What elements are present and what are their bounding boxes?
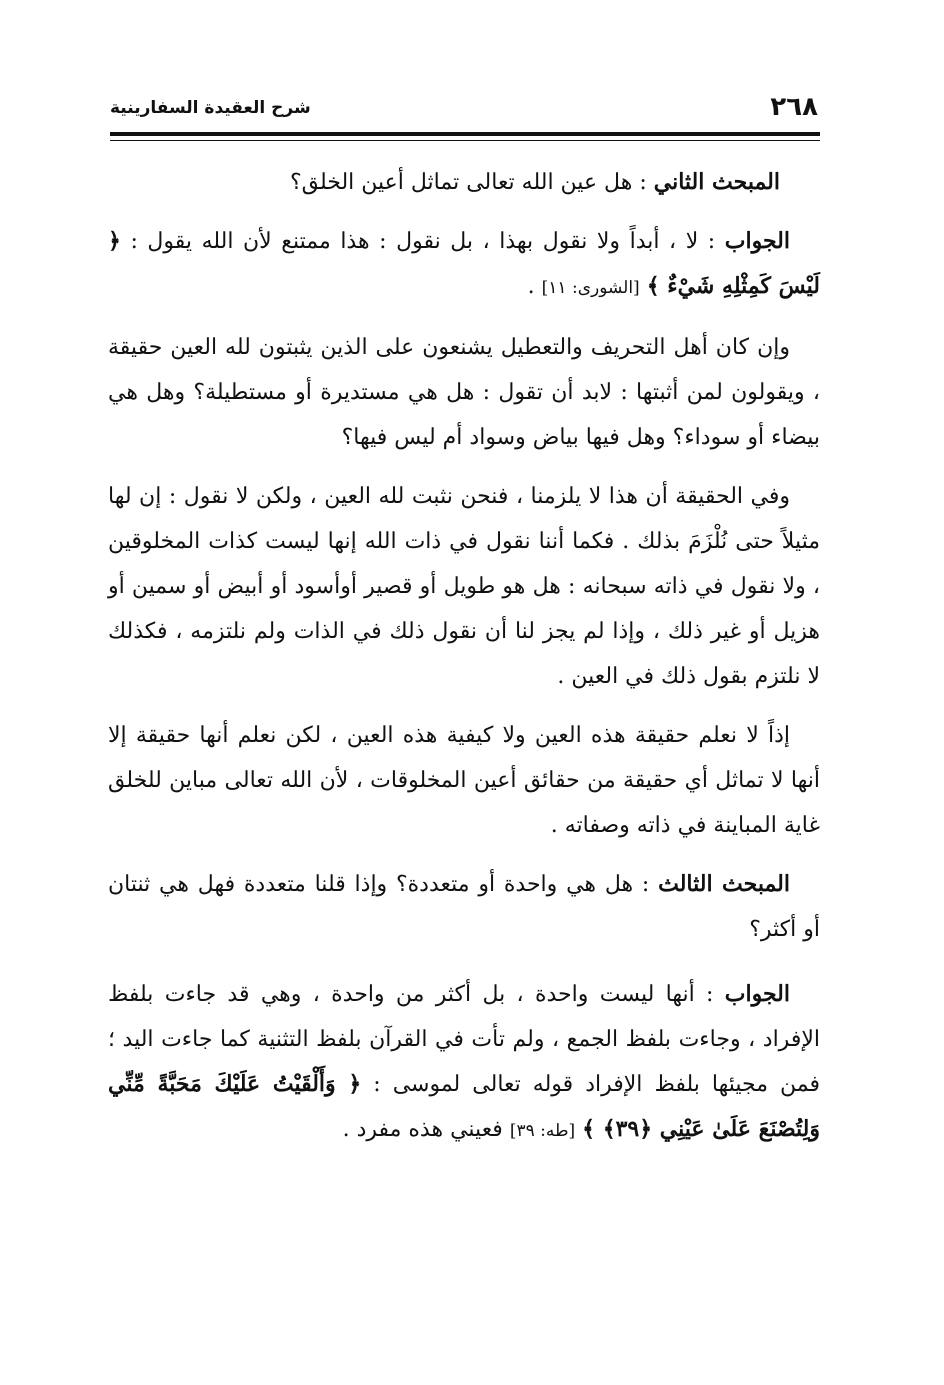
- page-header: [110, 88, 818, 128]
- header-rule-thin: [110, 140, 820, 141]
- answer-lead: الجواب: [724, 981, 791, 1007]
- answer-lead: الجواب: [724, 228, 790, 254]
- paragraph-text: وفي الحقيقة أن هذا لا يلزمنا ، فنحن نثبت لله العين ، ولكن لا نقول : إن لها مثيلاً حتى نُلْزَمَ بذلك . فكما أننا نقول في ذات الله إنها ليست كذات المخلوقين ، ولا نقول في ذاته سبحانه : هل هو طويل أو قصير أوأسود أو أبيض أو سمين أو هزيل أو غير ذلك ، وإذا لم يجز لنا أن نقول ذلك في الذات ولم نلتزمه ، فكذلك لا نلتزم بقول ذلك في العين .: [108, 484, 820, 689]
- paragraph-text: : هل عين الله تعالى تماثل أعين الخلق؟: [289, 170, 647, 195]
- paragraph-question-2: [108, 160, 820, 205]
- paragraph-objection: [108, 325, 820, 460]
- paragraph-text: : أنها ليست واحدة ، بل أكثر من واحدة ، وهي قد جاءت بلفظ الإفراد ، وجاءت بلفظ الجمع ، ولم تأت في القرآن بلفظ التثنية كما جاءت اليد ؛ فمن مجيئها بلفظ الإفراد قوله تعالى لموسى :: [108, 982, 820, 1097]
- paragraph-text: : لا ، أبداً ولا نقول بهذا ، بل نقول : هذا ممتنع لأن الله يقول :: [130, 229, 716, 254]
- header-rule-thick: [110, 132, 820, 136]
- running-title: شرح العقيدة السفارينية: [110, 98, 311, 118]
- paragraph-answer-3: [108, 972, 820, 1154]
- paragraph-answer-2: [108, 219, 820, 311]
- verse-reference: [طه: ٣٩]: [509, 1121, 576, 1141]
- paragraph-text: وإن كان أهل التحريف والتعطيل يشنعون على الذين يثبتون لله العين حقيقة ، ويقولون لمن أثبتها : لابد أن تقول : هل هي مستديرة أو مستطيلة؟ وهل هي بيضاء أو سوداء؟ وهل فيها بياض وسواد أم ليس فيها؟: [108, 335, 820, 450]
- page-number: ٢٦٨: [770, 92, 818, 122]
- quran-verse: ﴿ لَيْسَ كَمِثْلِهِ شَيْءٌ ﴾: [108, 228, 820, 299]
- section-lead: المبحث الثاني: [653, 169, 780, 195]
- paragraph-tail: فعيني هذه مفرد .: [342, 1117, 503, 1142]
- verse-reference: [الشورى: ١١]: [541, 278, 640, 298]
- paragraph-text: إذاً لا نعلم حقيقة هذه العين ولا كيفية هذه العين ، لكن نعلم أنها حقيقة إلا أنها لا تماثل أي حقيقة من حقائق أعين المخلوقات ، لأن الله تعالى مباين للخلق غاية المباينة في ذاته وصفاته .: [108, 723, 820, 838]
- page-body: [108, 160, 820, 1168]
- paragraph-reply: [108, 474, 820, 699]
- section-lead: المبحث الثالث: [658, 871, 790, 897]
- paragraph-text: : هل هي واحدة أو متعددة؟ وإذا قلنا متعددة فهل هي ثنتان أو أكثر؟: [108, 872, 820, 942]
- paragraph-question-3: [108, 862, 820, 952]
- quran-verse: ﴿ وَأَلْقَيْتُ عَلَيْكَ مَحَبَّةً مِّنِّي وَلِتُصْنَعَ عَلَىٰ عَيْنِي ﴿٣٩﴾ ﴾: [108, 1071, 820, 1142]
- paragraph-tail: .: [527, 274, 535, 299]
- paragraph-conclusion: [108, 713, 820, 848]
